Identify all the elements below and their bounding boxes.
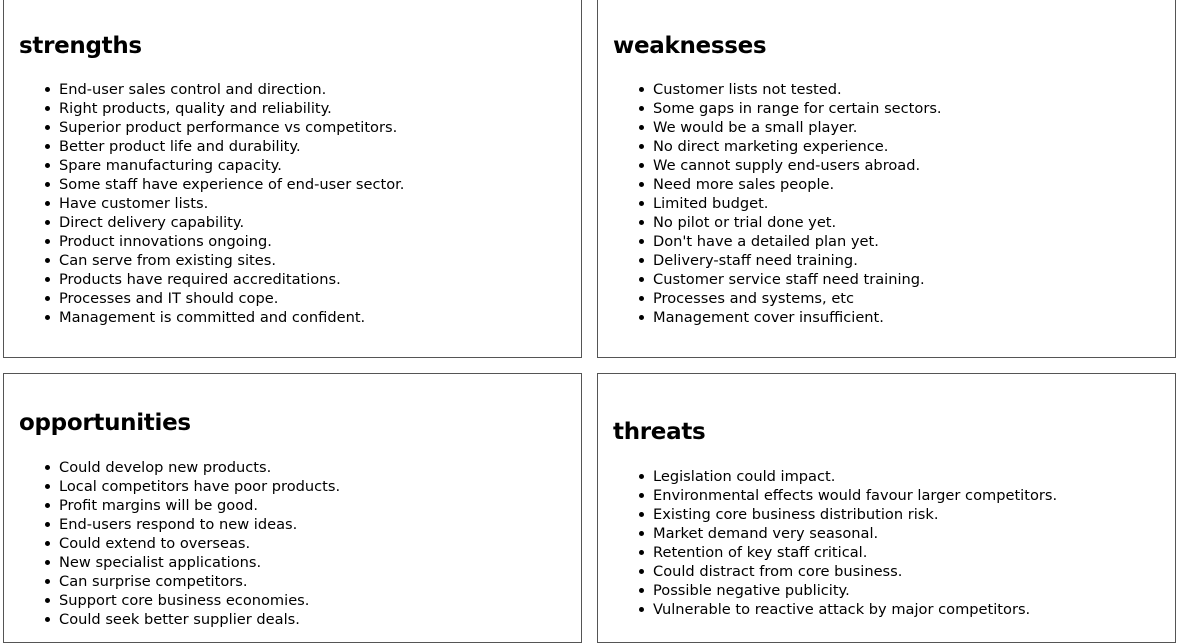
- weaknesses-item: Customer service staff need training.: [653, 270, 942, 289]
- threats-item: Environmental effects would favour larger competitors.: [653, 487, 1058, 504]
- opportunities-item: New specialist applications.: [59, 553, 340, 572]
- opportunities-panel: [3, 373, 582, 643]
- weaknesses-item: No pilot or trial done yet.: [653, 213, 942, 232]
- strengths-item: Have customer lists.: [59, 194, 404, 213]
- weaknesses-item: We would be a small player.: [653, 118, 942, 137]
- strengths-item: Better product life and durability.: [59, 137, 404, 156]
- weaknesses-item: Customer lists not tested.: [653, 80, 942, 99]
- strengths-item: Direct delivery capability.: [59, 213, 404, 232]
- opportunities-item: End-users respond to new ideas.: [59, 515, 340, 534]
- strengths-item: Superior product performance vs competitors.: [59, 118, 404, 137]
- threats-list: [598, 467, 1057, 619]
- opportunities-item: Can surprise competitors.: [59, 572, 340, 591]
- weaknesses-item: No direct marketing experience.: [653, 137, 942, 156]
- threats-item: Existing core business distribution risk.: [653, 505, 1057, 524]
- weaknesses-panel: [597, 0, 1176, 358]
- strengths-item: Processes and IT should cope.: [59, 289, 404, 308]
- weaknesses-item: Delivery-staff need training.: [653, 251, 942, 270]
- weaknesses-heading: weaknesses: [613, 33, 767, 59]
- weaknesses-item: Limited budget.: [653, 194, 942, 213]
- opportunities-item: Support core business economies.: [59, 591, 340, 610]
- strengths-list: [4, 80, 404, 327]
- strengths-item: Products have required accreditations.: [59, 270, 404, 289]
- strengths-panel: [3, 0, 582, 358]
- strengths-heading: strengths: [19, 33, 142, 59]
- weaknesses-item: Some gaps in range for certain sectors.: [653, 100, 942, 117]
- threats-heading: threats: [613, 419, 706, 445]
- weaknesses-item: Management cover insufficient.: [653, 308, 942, 327]
- threats-item: Market demand very seasonal.: [653, 524, 1057, 543]
- strengths-item: End-user sales control and direction.: [59, 80, 404, 99]
- threats-item: Could distract from core business.: [653, 562, 1057, 581]
- threats-item: Possible negative publicity.: [653, 581, 1057, 600]
- strengths-item: Can serve from existing sites.: [59, 251, 404, 270]
- weaknesses-item: Need more sales people.: [653, 175, 942, 194]
- weaknesses-list: [598, 80, 942, 327]
- strengths-item: Some staff have experience of end-user sector.: [59, 176, 405, 193]
- threats-panel: [597, 373, 1176, 643]
- opportunities-item: Profit margins will be good.: [59, 496, 340, 515]
- strengths-item: Spare manufacturing capacity.: [59, 156, 404, 175]
- opportunities-item: Local competitors have poor products.: [59, 478, 341, 495]
- opportunities-heading: opportunities: [19, 410, 191, 436]
- strengths-item: Product innovations ongoing.: [59, 232, 404, 251]
- opportunities-list: [4, 458, 340, 629]
- weaknesses-item: We cannot supply end-users abroad.: [653, 156, 942, 175]
- strengths-item: Management is committed and confident.: [59, 308, 404, 327]
- strengths-item: Right products, quality and reliability.: [59, 99, 404, 118]
- opportunities-item: Could extend to overseas.: [59, 534, 340, 553]
- threats-item: Legislation could impact.: [653, 467, 1057, 486]
- threats-item: Retention of key staff critical.: [653, 543, 1057, 562]
- threats-item: Vulnerable to reactive attack by major competitors.: [653, 600, 1057, 619]
- opportunities-item: Could develop new products.: [59, 458, 340, 477]
- weaknesses-item: Processes and systems, etc: [653, 289, 942, 308]
- weaknesses-item: Don't have a detailed plan yet.: [653, 232, 942, 251]
- opportunities-item: Could seek better supplier deals.: [59, 610, 340, 629]
